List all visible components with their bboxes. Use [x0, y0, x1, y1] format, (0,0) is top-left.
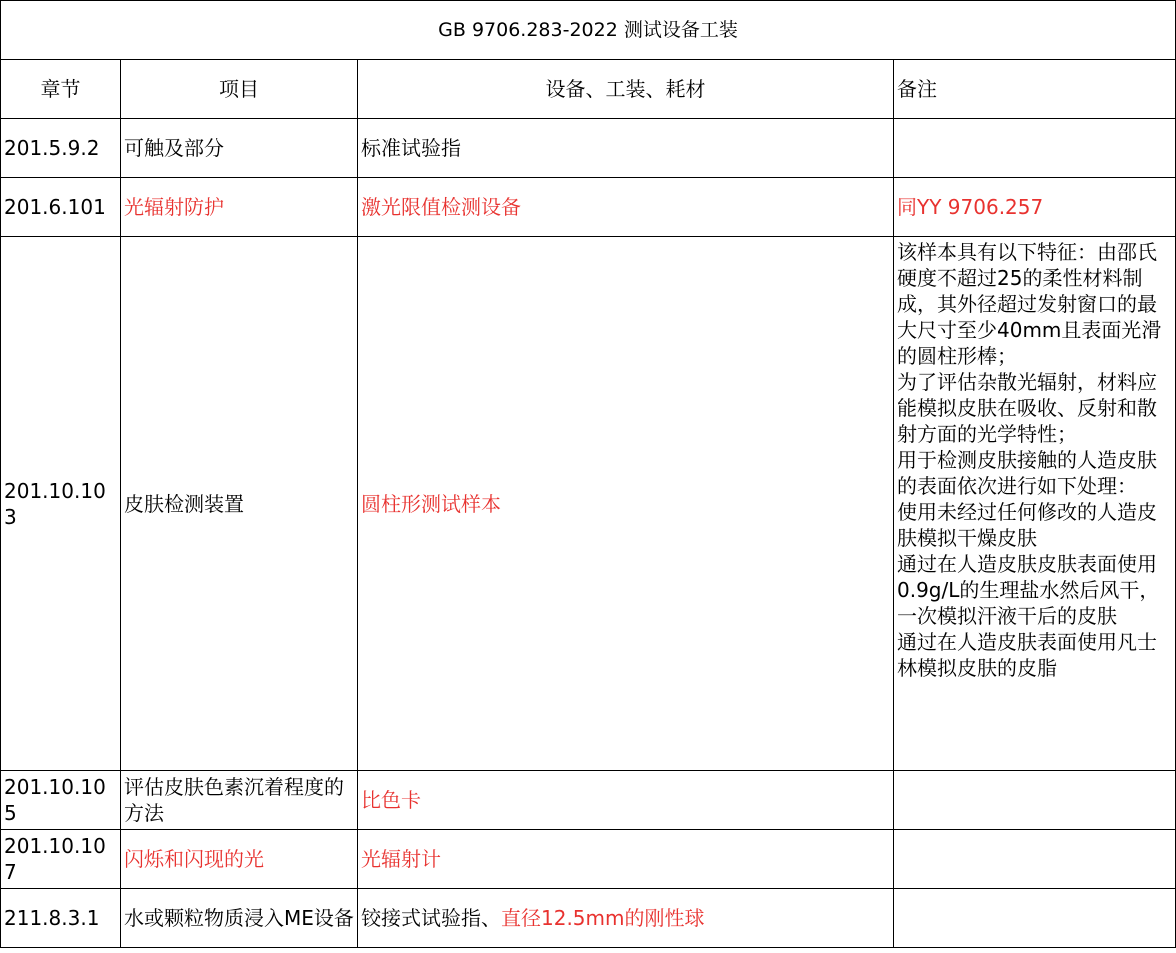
chapter-cell: 201.10.105 [1, 771, 121, 830]
table-row [1, 771, 1176, 830]
table-row [1, 178, 1176, 237]
chapter-cell: 201.5.9.2 [1, 119, 121, 178]
item-cell: 光辐射防护 [121, 178, 358, 237]
table-row [1, 237, 1176, 771]
notes-cell [894, 119, 1176, 178]
equipment-text-normal: 铰接式试验指、 [361, 906, 501, 930]
item-cell: 皮肤检测装置 [121, 237, 358, 771]
notes-cell [894, 771, 1176, 830]
equipment-cell: 标准试验指 [358, 119, 894, 178]
title-row [1, 1, 1176, 60]
equipment-cell [358, 889, 894, 948]
table-row [1, 119, 1176, 178]
note-line: 为了评估杂散光辐射，材料应能模拟皮肤在吸收、反射和散射方面的光学特性； [897, 370, 1157, 446]
chapter-cell: 201.10.107 [1, 830, 121, 889]
notes-cell [894, 237, 1176, 771]
note-line: 通过在人造皮肤皮肤表面使用0.9g/L的生理盐水然后风干，一次模拟汗液干后的皮肤 [897, 552, 1160, 628]
notes-cell [894, 889, 1176, 948]
equipment-cell: 光辐射计 [358, 830, 894, 889]
note-line: 用于检测皮肤接触的人造皮肤的表面依次进行如下处理： [897, 448, 1157, 498]
equipment-cell: 激光限值检测设备 [358, 178, 894, 237]
chapter-cell: 201.10.103 [1, 237, 121, 771]
item-cell: 闪烁和闪现的光 [121, 830, 358, 889]
equipment-cell: 比色卡 [358, 771, 894, 830]
item-cell: 水或颗粒物质浸入ME设备 [121, 889, 358, 948]
note-line: 该样本具有以下特征：由邵氏硬度不超过25的柔性材料制成，其外径超过发射窗口的最大尺寸至少40mm且表面光滑的圆柱形棒； [897, 240, 1162, 368]
header-row [1, 60, 1176, 119]
notes-cell [894, 830, 1176, 889]
chapter-cell: 211.8.3.1 [1, 889, 121, 948]
item-cell: 可触及部分 [121, 119, 358, 178]
header-item: 项目 [121, 60, 358, 119]
header-chapter: 章节 [1, 60, 121, 119]
equipment-text-highlight: 直径12.5mm的刚性球 [501, 906, 705, 930]
equipment-cell: 圆柱形测试样本 [358, 237, 894, 771]
header-equipment: 设备、工装、耗材 [358, 60, 894, 119]
note-line: 使用未经过任何修改的人造皮肤模拟干燥皮肤 [897, 500, 1157, 550]
chapter-cell: 201.6.101 [1, 178, 121, 237]
note-line: 通过在人造皮肤表面使用凡士林模拟皮肤的皮脂 [897, 630, 1157, 680]
table-row [1, 889, 1176, 948]
notes-cell: 同YY 9706.257 [894, 178, 1176, 237]
table-row [1, 830, 1176, 889]
header-notes: 备注 [894, 60, 1176, 119]
table-title: GB 9706.283-2022 测试设备工装 [1, 1, 1176, 60]
item-cell: 评估皮肤色素沉着程度的方法 [121, 771, 358, 830]
